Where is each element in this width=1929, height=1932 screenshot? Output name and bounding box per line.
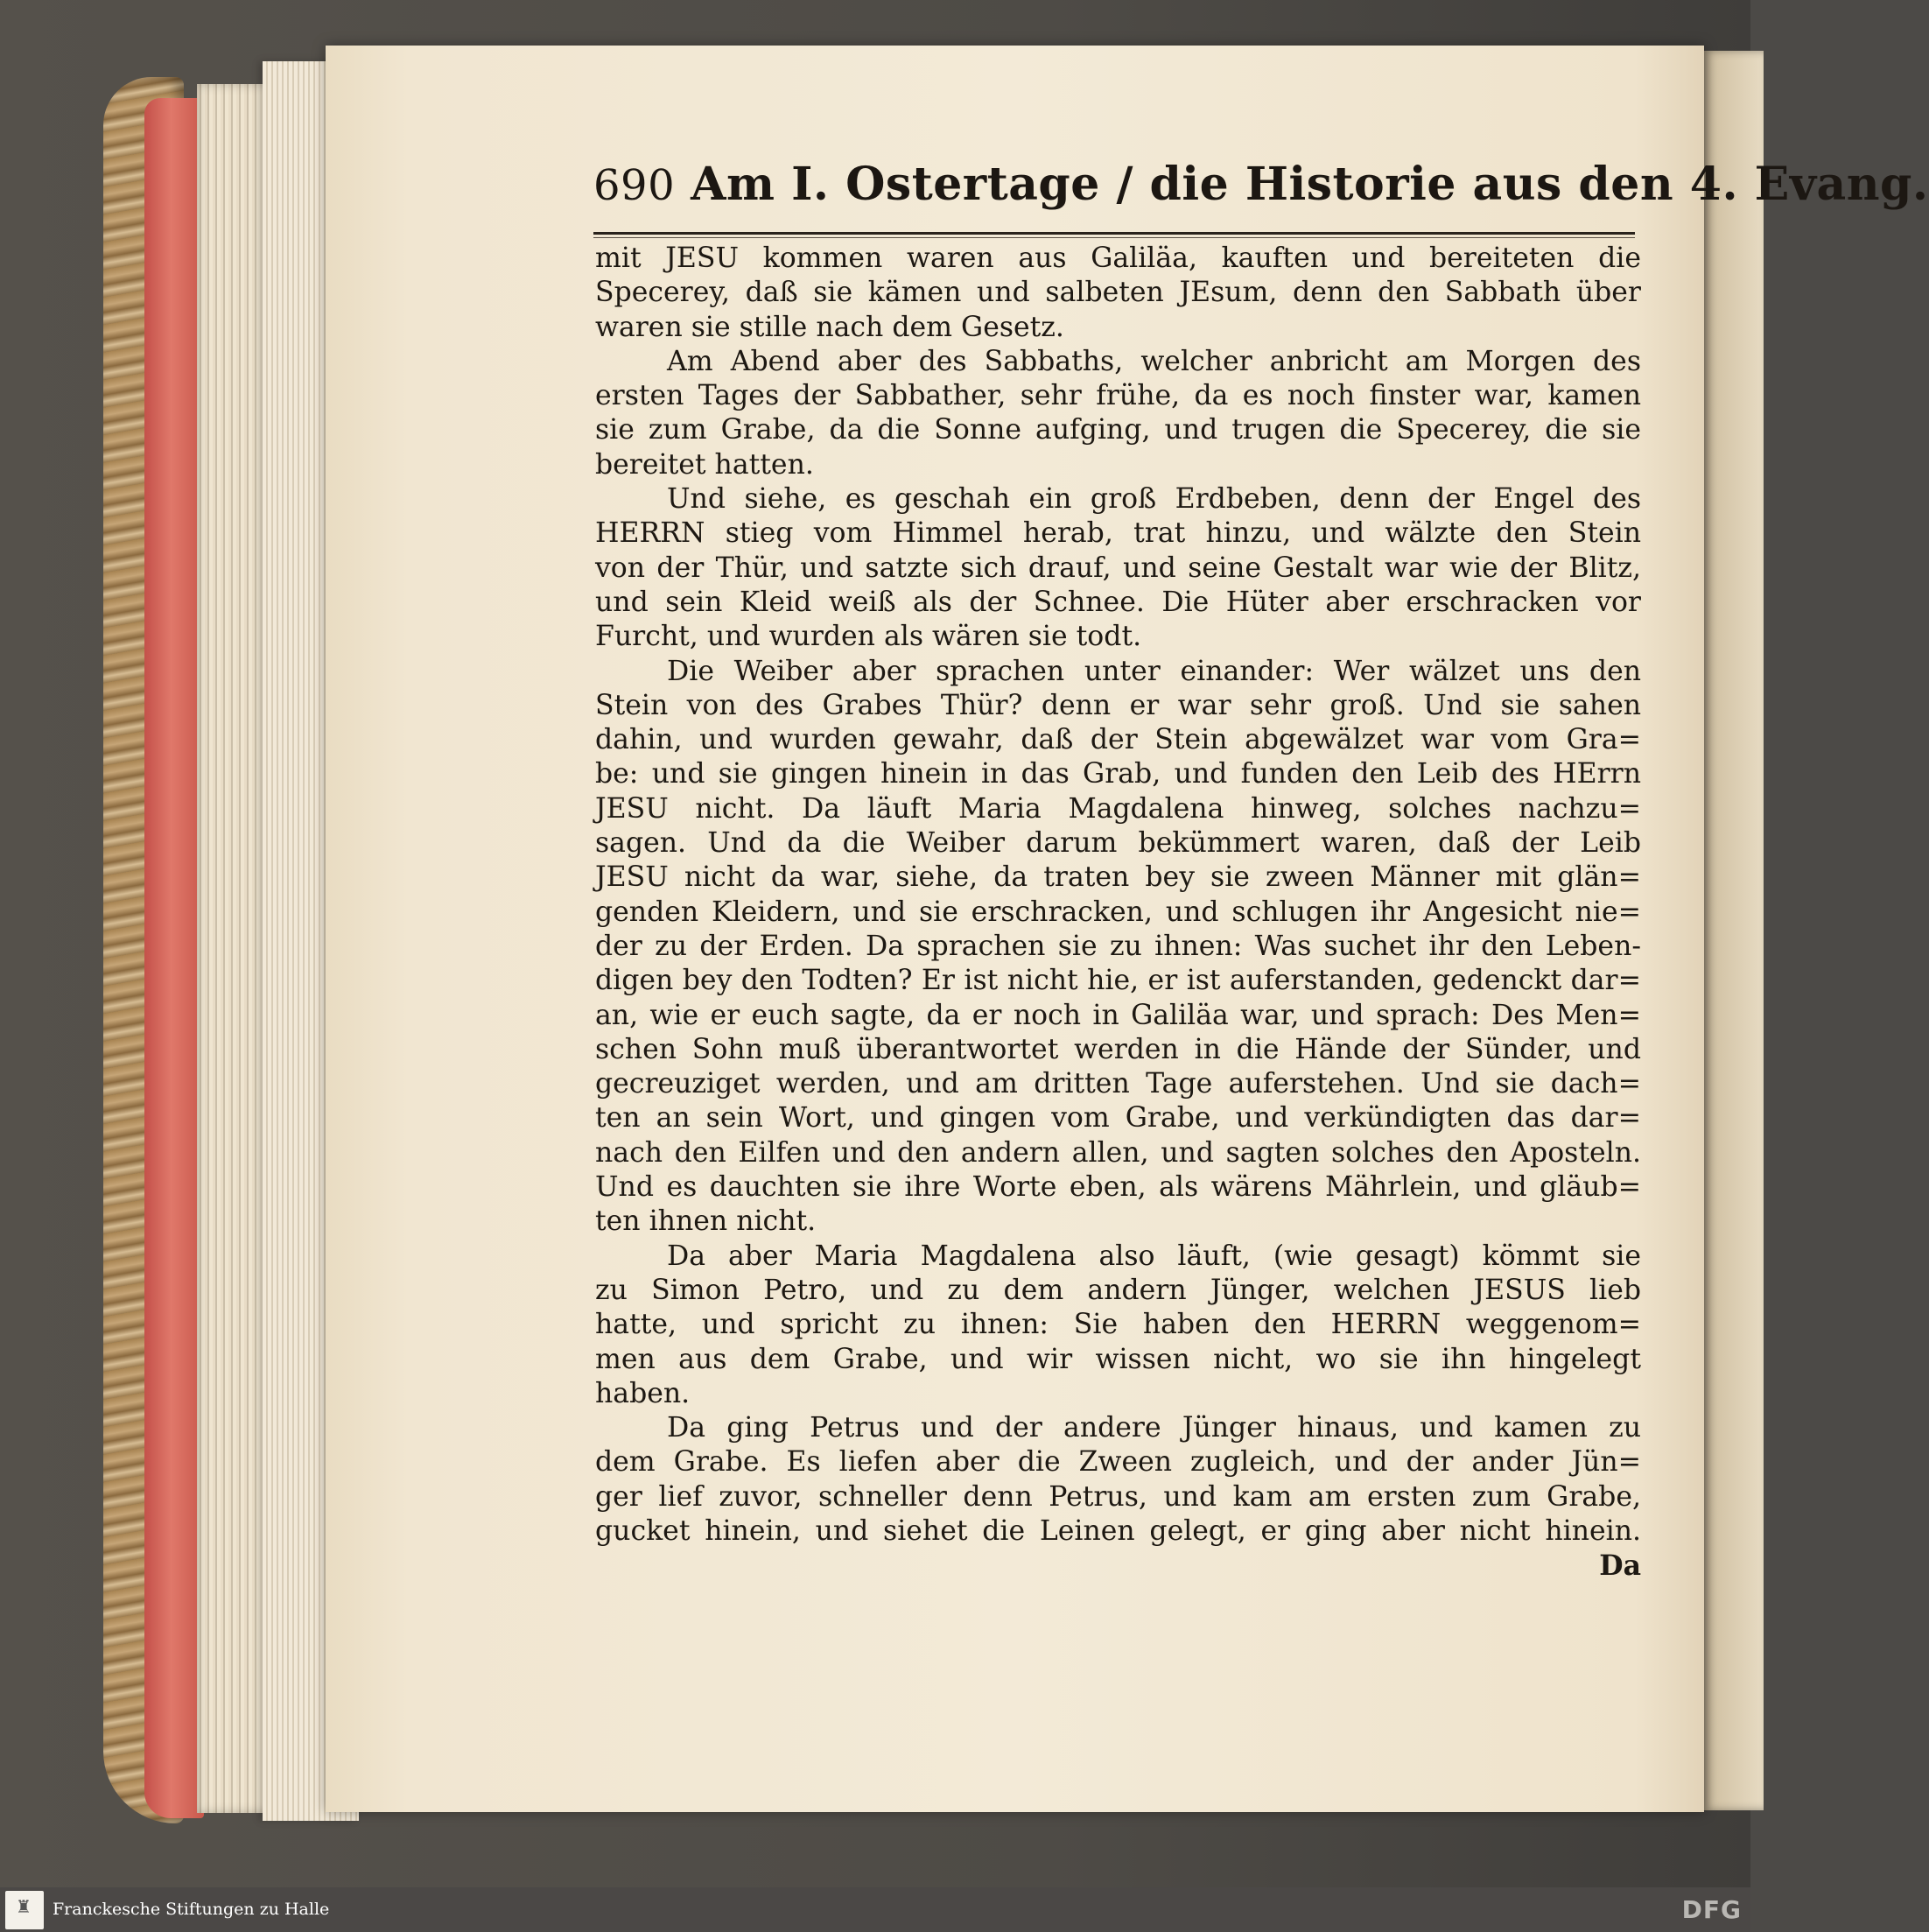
- text-line: Da aber Maria Magdalena also läuft, (wie gesagt) kömmt sie: [667, 1240, 1641, 1272]
- text-line: gucket hinein, und siehet die Leinen gelegt, er ging aber nicht hinein.: [595, 1514, 1641, 1547]
- foundation-logo-icon[interactable]: ♜: [5, 1891, 44, 1929]
- text-line: mit JESU kommen waren aus Galiläa, kauften und bereiteten die: [595, 242, 1641, 274]
- text-line: Furcht, und wurden als wären sie todt.: [595, 621, 1142, 653]
- text-line: Und siehe, es geschah ein groß Erdbeben, denn der Engel des: [667, 483, 1641, 516]
- text-line: der zu der Erden. Da sprachen sie zu ihnen: Was suchet ihr den Leben-: [595, 930, 1641, 962]
- text-line: ersten Tages der Sabbather, sehr frühe, da es noch finster war, kamen: [595, 380, 1641, 412]
- text-line: nach den Eilfen und den andern allen, und sagten solches den Aposteln.: [595, 1136, 1641, 1169]
- text-line: sie zum Grabe, da die Sonne aufging, und trugen die Specerey, die sie: [595, 414, 1641, 446]
- text-line: an, wie er euch sagte, da er noch in Galiläa war, und sprach: Des Men=: [595, 999, 1641, 1031]
- text-line: bereitet hatten.: [595, 448, 814, 481]
- text-line: dem Grabe. Es liefen aber die Zween zugleich, und der ander Jün=: [595, 1446, 1641, 1479]
- text-line: digen bey den Todten? Er ist nicht hie, er ist auferstanden, gedenckt dar=: [595, 965, 1641, 997]
- text-line: gecreuziget werden, und am dritten Tage auferstehen. Und sie dach=: [595, 1068, 1641, 1100]
- running-title: Am I. Ostertage / die Historie aus den 4. Evang.: [691, 158, 1929, 211]
- page-number: 690: [593, 161, 676, 210]
- text-line: von der Thür, und satzte sich drauf, und seine Gestalt war wie der Blitz,: [595, 551, 1641, 584]
- text-line: JESU nicht da war, siehe, da traten bey sie zween Männer mit glän=: [595, 861, 1641, 894]
- text-line: ger lief zuvor, schneller denn Petrus, und kam am ersten zum Grabe,: [595, 1480, 1641, 1513]
- text-line: Specerey, daß sie kämen und salbeten JEsum, denn den Sabbath über: [595, 277, 1641, 309]
- text-line: ten an sein Wort, und gingen vom Grabe, und verkündigten das dar=: [595, 1102, 1641, 1135]
- text-line: sagen. Und da die Weiber darum bekümmert waren, daß der Leib: [595, 827, 1641, 860]
- running-header: [593, 158, 1929, 229]
- text-line: waren sie stille nach dem Gesetz.: [595, 311, 1064, 343]
- facing-page-edge: [1702, 51, 1764, 1810]
- red-page-edges: [144, 98, 204, 1818]
- text-line: ten ihnen nicht.: [595, 1205, 817, 1238]
- text-line: haben.: [595, 1377, 691, 1409]
- dfg-logo[interactable]: DFG: [1681, 1895, 1742, 1924]
- header-rule: [593, 232, 1635, 235]
- text-line: und sein Kleid weiß als der Schnee. Die Hüter aber erschracken vor: [595, 586, 1641, 618]
- catchword: Da: [1599, 1549, 1641, 1583]
- header-rule-thin: [593, 237, 1635, 238]
- text-line: HERRN stieg vom Himmel herab, trat hinzu, und wälzte den Stein: [595, 517, 1641, 550]
- text-line: Stein von des Grabes Thür? denn er war sehr groß. Und sie sahen: [595, 689, 1641, 721]
- institution-name[interactable]: Franckesche Stiftungen zu Halle: [53, 1900, 330, 1919]
- text-line: Am Abend aber des Sabbaths, welcher anbricht am Morgen des: [667, 345, 1641, 377]
- viewer-footer-bar: [0, 1887, 1750, 1932]
- text-line: zu Simon Petro, und zu dem andern Jünger, welchen JESUS lieb: [595, 1274, 1641, 1306]
- text-line: Und es dauchten sie ihre Worte eben, als wärens Mährlein, und gläub=: [595, 1171, 1641, 1204]
- text-line: be: und sie gingen hinein in das Grab, und funden den Leib des HErrn: [595, 758, 1641, 790]
- text-line: dahin, und wurden gewahr, daß der Stein abgewälzet war vom Gra=: [595, 724, 1641, 756]
- text-line: men aus dem Grabe, und wir wissen nicht, wo sie ihn hingelegt: [595, 1343, 1641, 1375]
- text-line: schen Sohn muß überantwortet werden in die Hände der Sünder, und: [595, 1033, 1641, 1065]
- text-line: Da ging Petrus und der andere Jünger hinaus, und kamen zu: [667, 1412, 1641, 1444]
- page-body-text: [595, 242, 1641, 1584]
- text-line: JESU nicht. Da läuft Maria Magdalena hinweg, solches nachzu=: [595, 792, 1641, 825]
- text-line: hatte, und spricht zu ihnen: Sie haben den HERRN weggenom=: [595, 1309, 1641, 1341]
- text-line: Die Weiber aber sprachen unter einander: Wer wälzet uns den: [667, 655, 1641, 687]
- text-line: genden Kleidern, und sie erschracken, und schlugen ihr Angesicht nie=: [595, 896, 1641, 928]
